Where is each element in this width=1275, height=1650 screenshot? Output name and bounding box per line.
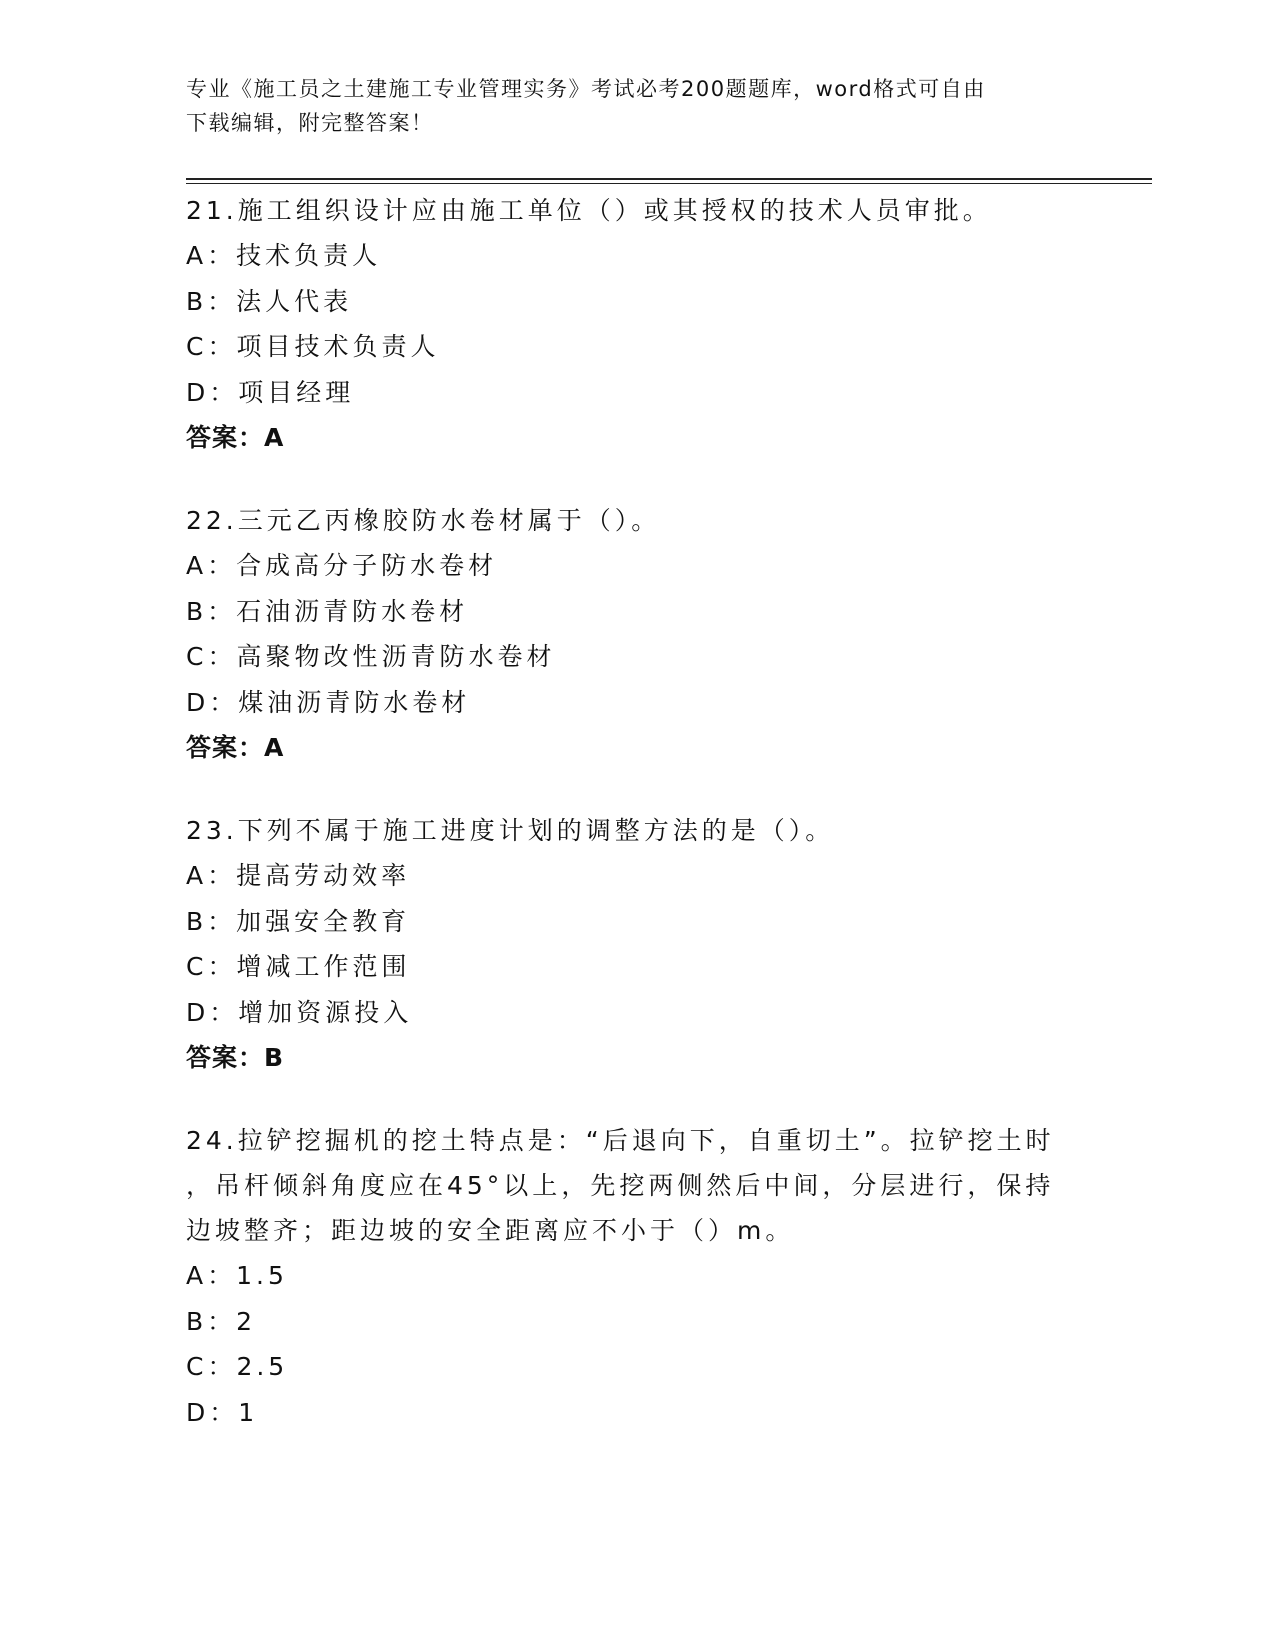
- header-line-1: 专业《施工员之土建施工专业管理实务》考试必考200题题库，word格式可自由: [186, 77, 986, 101]
- answer-label: 答案：: [186, 1043, 265, 1072]
- question-stem: 23.下列不属于施工进度计划的调整方法的是（）。: [186, 816, 835, 845]
- option-c: C：高聚物改性沥青防水卷材: [186, 642, 556, 671]
- question-list: [186, 188, 1086, 1473]
- answer-value: B: [264, 1043, 285, 1072]
- option-c: C：增减工作范围: [186, 952, 411, 981]
- option-b: B：法人代表: [186, 286, 353, 316]
- option-d: D：项目经理: [186, 377, 355, 407]
- answer-line: [186, 725, 1086, 770]
- header-line-2: 下载编辑，附完整答案！: [186, 111, 434, 135]
- document-header: [186, 72, 1066, 140]
- answer-line: [186, 1035, 1086, 1080]
- option-a: A：提高劳动效率: [186, 861, 411, 890]
- option-c: C：2.5: [186, 1352, 289, 1381]
- header-divider-thin: [186, 183, 1152, 184]
- question-stem-line-1: 24.拉铲挖掘机的挖土特点是：“后退向下，自重切土”。拉铲挖土时: [186, 1126, 1055, 1155]
- option-b: B：2: [186, 1306, 257, 1336]
- option-b: B：加强安全教育: [186, 906, 411, 936]
- option-d: D：煤油沥青防水卷材: [186, 687, 471, 717]
- question-stem: 22.三元乙丙橡胶防水卷材属于（）。: [186, 506, 661, 535]
- answer-value: A: [264, 423, 285, 452]
- option-d: D：增加资源投入: [186, 997, 413, 1027]
- question-stem: 21.施工组织设计应由施工单位（）或其授权的技术人员审批。: [186, 196, 992, 225]
- option-a: A：技术负责人: [186, 241, 382, 270]
- option-d: D：1: [186, 1397, 259, 1427]
- question-21: [186, 188, 1086, 460]
- question-stem-line-2: ，吊杆倾斜角度应在45°以上，先挖两侧然后中间，分层进行，保持: [186, 1171, 1055, 1200]
- answer-value: A: [264, 733, 285, 762]
- answer-label: 答案：: [186, 423, 265, 452]
- answer-label: 答案：: [186, 733, 265, 762]
- question-24: [186, 1118, 1086, 1435]
- header-divider-thick: [186, 178, 1152, 180]
- answer-line: [186, 415, 1086, 460]
- question-22: [186, 498, 1086, 770]
- question-23: [186, 808, 1086, 1080]
- option-a: A：合成高分子防水卷材: [186, 551, 498, 580]
- option-c: C：项目技术负责人: [186, 332, 440, 361]
- option-a: A：1.5: [186, 1261, 288, 1290]
- question-stem-line-3: 边坡整齐；距边坡的安全距离应不小于（）m。: [186, 1216, 795, 1245]
- option-b: B：石油沥青防水卷材: [186, 596, 469, 626]
